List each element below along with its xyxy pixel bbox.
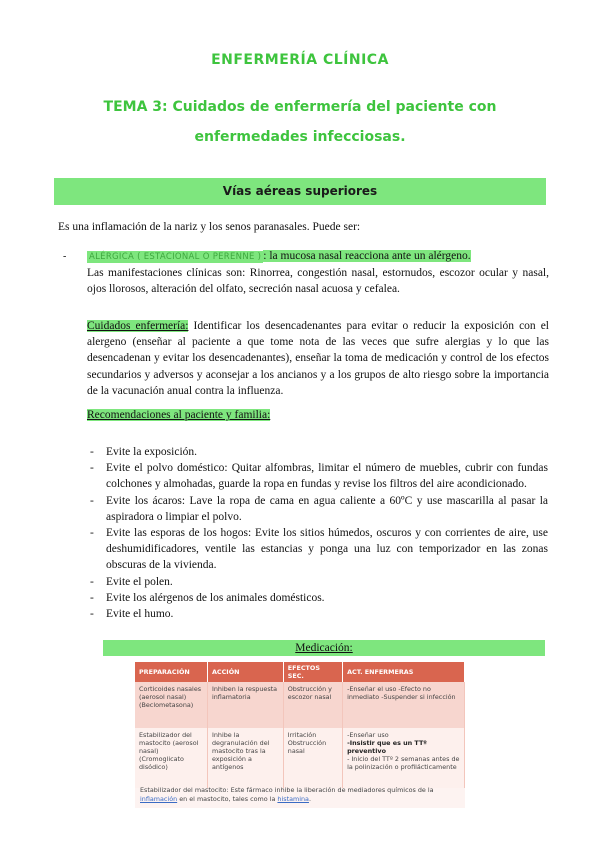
table-cell: Estabilizador del mastocito (aerosol nasal) (Cromoglicato disódico): [135, 728, 207, 788]
bullet-dash: -: [63, 251, 67, 262]
act-line: - Inicio del TTº 2 semanas antes de la polinización o profilácticamente: [347, 755, 460, 771]
topic-title: TEMA 3: Cuidados de enfermería del paciente con enfermedades infecciosas.: [103, 99, 497, 145]
alergica-line: [87, 248, 557, 265]
table-cell: Inhiben la respuesta inflamatoria: [207, 682, 283, 728]
table-cell: Corticoides nasales (aerosol nasal) (Beclometasona): [135, 682, 207, 728]
table-cell: Obstrucción y escozor nasal: [283, 682, 342, 728]
table-header: ACCIÓN: [207, 662, 283, 682]
document-title: ENFERMERÍA CLÍNICA: [211, 52, 389, 68]
cuidados-text: Identificar los desencadenantes para evitar o reducir la exposición con el alergeno (enseñar al paciente a que tome nota de las veces que sufre alergias y lo que las desencadenan y evitar los desencadenantes), enseñar la toma de medicación y control de los efectos secundarios y adversos y aconsejar a los ancianos y a los grupos de alto riesgo sobre la importancia de la vacunación anual contra la influenza.: [87, 320, 549, 397]
table-row: [135, 682, 465, 728]
act-line-bold: -Insistir que es un TTº preventivo: [347, 739, 427, 755]
list-item: - Evite los alérgenos de los animales domésticos.: [90, 590, 548, 606]
recomendaciones-title: Recomendaciones al paciente y familia:: [87, 409, 271, 421]
list-item: - Evite los ácaros: Lave la ropa de cama en agua caliente a 60ºC y use mascarilla al pasar la aspiradora o limpiar el polvo.: [90, 493, 548, 525]
list-item: - Evite las esporas de los hogos: Evite los sitios húmedos, oscuros y con corrientes de aire, use deshumidificadores, ventile las estancias y ponga una luz con temporizador en las zonas obscuras de la vivienda.: [90, 525, 548, 574]
table-header: PREPARACIÓN: [135, 662, 207, 682]
medication-note: [140, 786, 462, 804]
alergica-text: : la mucosa nasal reacciona ante un alérgeno.: [263, 250, 471, 262]
act-line: [347, 739, 460, 755]
intro-paragraph: Es una inflamación de la nariz y los senos paranasales. Puede ser:: [58, 221, 361, 233]
table-cell: -Enseñar el uso -Efecto no inmediato -Suspender si infección: [343, 682, 465, 728]
table-header-row: [135, 662, 465, 682]
list-item: - Evite el humo.: [90, 606, 548, 622]
table-cell: [343, 728, 465, 788]
table-row: [135, 728, 465, 788]
list-item: - Evite la exposición.: [90, 444, 548, 460]
note-text: en el mastocito, tales como la: [177, 795, 278, 803]
manifestaciones-paragraph: Las manifestaciones clínicas son: Rinorrea, congestión nasal, estornudos, escozor ocular y nasal, ojos llorosos, alteración del olfato, secreción nasal acuosa y cefalea.: [87, 267, 549, 296]
medicacion-title: Medicación:: [103, 640, 545, 656]
alergica-label: ALÉRGICA ( ESTACIONAL O PERENNE ): [89, 252, 262, 262]
recomendaciones-list: [90, 444, 548, 622]
note-text: .: [308, 795, 312, 803]
table-cell: Inhibe la degranulación del mastocito tras la exposición a antígenos: [207, 728, 283, 788]
table-header: EFECTOS SEC.: [283, 662, 342, 682]
table-cell: Irritación Obstrucción nasal: [283, 728, 342, 788]
section-heading: Vías aéreas superiores: [54, 178, 546, 205]
inflamacion-link[interactable]: inflamación: [140, 795, 178, 803]
cuidados-paragraph: [87, 318, 549, 399]
medication-table: [135, 662, 465, 788]
list-item: - Evite el polen.: [90, 574, 548, 590]
histamina-link[interactable]: histamina: [277, 795, 309, 803]
table-header: ACT. ENFERMERAS: [343, 662, 465, 682]
cuidados-label: Cuidados enfermería:: [87, 320, 189, 332]
note-text: Estabilizador del mastocito: Este fármaco inhibe la liberación de mediadores químicos de la: [140, 786, 434, 794]
act-line: -Enseñar uso: [347, 731, 389, 739]
list-item: - Evite el polvo doméstico: Quitar alfombras, limitar el número de muebles, cubrir con fundas colchones y almohadas, guarde la ropa en fundas y revise los filtros del aire acondicionado.: [90, 460, 548, 492]
